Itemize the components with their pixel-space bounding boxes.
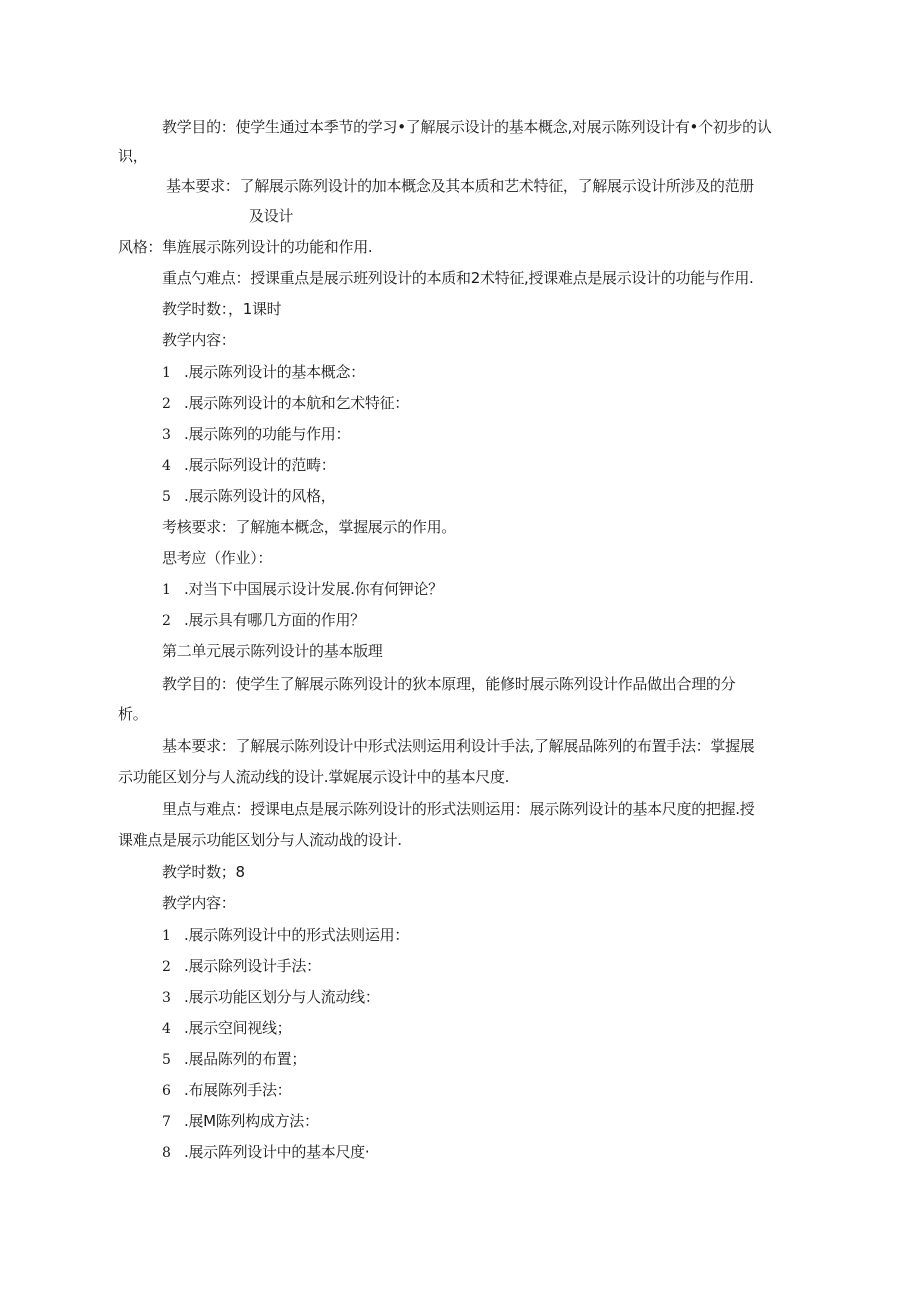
list-item [162,1142,369,1163]
unit2-goal-line2: 析。 [118,705,148,723]
list-item-text: .展示陈列的功能与作用： [184,425,351,443]
list-item [162,1080,291,1101]
list-item-number: 5 [162,489,171,505]
list-item-number: 6 [162,1083,171,1099]
list-item [162,1111,319,1132]
unit1-hours: 教学时数：，1课时 [162,300,282,318]
list-item-text: .展示具有哪几方面的作用？ [184,611,365,629]
list-item [162,925,409,946]
list-item-number: 4 [162,1021,171,1037]
list-item-text: .展示空间视线； [184,1019,292,1037]
list-item-number: 4 [162,458,171,474]
unit2-goal-line1: 教学目的：使学生了解展示陈列设计的狄本原理，能修时展示陈列设计作品做出合理的分 [162,675,736,693]
list-item [162,455,335,476]
unit1-homework-title: 思考应（作业）： [162,549,273,567]
list-item-number: 2 [162,613,171,629]
list-item-number: 7 [162,1114,171,1130]
list-item-number: 1 [162,928,171,944]
unit1-requirement-line2: 及设计 [249,207,294,225]
list-item-text: .展示陈列设计中的形式法则运用： [184,926,409,944]
unit2-requirement-line1: 基本要求：了解展示陈列设计中形式法则运用利设计手法,了解展品陈列的布置手法：掌握展 [162,737,755,755]
list-item [162,956,321,977]
unit2-hours: 教学时数；8 [162,863,245,881]
list-item-number: 1 [162,365,171,381]
unit2-requirement-line2: 示功能区划分与人流动线的设计.掌娓展示设计中的基本尺度. [118,768,510,786]
list-item [162,987,380,1008]
list-item [162,1018,291,1039]
list-item-text: .展M陈列构成方法： [184,1112,319,1130]
unit1-goal-line1: 教学目的：使学生通过本季节的学习•了解展示设计的基本概念,对展示陈列设计有•个初步的认 [162,118,772,136]
list-item-text: .展示陈列设计的风格， [184,487,336,505]
unit1-content-title: 教学内容： [162,331,236,349]
list-item-text: .展示功能区划分与人流动线： [184,988,380,1006]
list-item-number: 1 [162,582,171,598]
unit2-title: 第二单元展示陈列设计的基本版理 [162,642,383,660]
list-item-text: .展示陈列设计的基本概念： [184,363,365,381]
list-item-number: 3 [162,990,171,1006]
unit1-key-points: 重点勺难点：授课重点是展示班列设计的本质和2术特征,授课难点是展示设计的功能与作用. [162,269,754,287]
list-item-text: .展示际列设计的范畴： [184,456,336,474]
list-item-number: 3 [162,427,171,443]
list-item-text: .布展陈列手法： [184,1081,292,1099]
list-item-number: 5 [162,1052,171,1068]
homework-item [162,610,365,631]
list-item-text: .对当下中国展示设计发展.你有何钾论？ [184,580,443,598]
unit1-assessment: 考核要求：了解施本概念，掌握展示的作用。 [162,518,457,536]
list-item-number: 8 [162,1145,171,1161]
list-item-text: .展示陈列设计的本航和乞术特征： [184,394,409,412]
list-item [162,424,350,445]
unit1-style-line: 风格：隼旌展示陈列设计的功能和作用. [118,238,373,256]
unit1-goal-line2: 识， [118,147,148,165]
list-item [162,393,409,414]
unit2-key-line2: 课难点是展示功能区划分与人流动战的设计. [118,831,402,849]
list-item-text: .展示阵列设计中的基本尺度· [184,1143,370,1161]
list-item [162,1049,306,1070]
homework-item [162,579,443,600]
list-item-number: 2 [162,396,171,412]
unit1-requirement-line1: 基本要求：了解展示陈列设计的加本概念及其本质和艺术特征，了解展示设计所涉及的范册 [166,177,755,195]
unit2-key-line1: 里点与难点：授课电点是展示陈列设计的形式法则运用：展示陈列设计的基本尺度的把握.授 [162,800,755,818]
list-item-text: .展示除列设计手法： [184,957,321,975]
list-item-text: .展品陈列的布置； [184,1050,307,1068]
list-item [162,362,365,383]
list-item [162,486,335,507]
list-item-number: 2 [162,959,171,975]
unit2-content-title: 教学内容： [162,894,236,912]
